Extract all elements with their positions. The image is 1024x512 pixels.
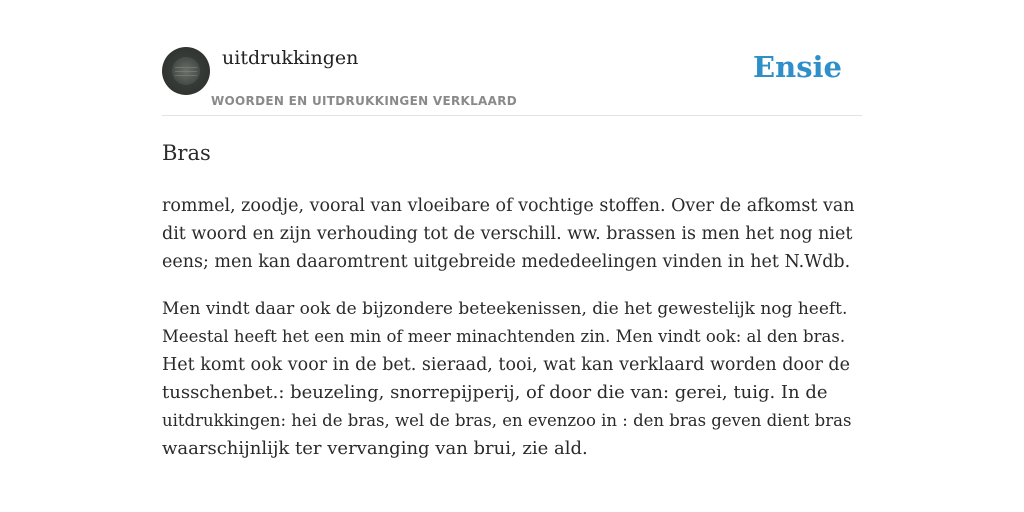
avatar-line: [175, 71, 197, 72]
avatar-line: [175, 67, 197, 68]
paragraph-line: dit woord en zijn verhouding tot de verschill. ww. brassen is men het nog niet: [162, 224, 853, 244]
paragraph-line: Het komt ook voor in de bet. sieraad, tooi, wat kan verklaard worden door de: [162, 355, 850, 375]
paragraph-line: Meestal heeft het een min of meer minachtenden zin. Men vindt ook: al den bras.: [162, 327, 846, 346]
paragraph-line: Men vindt daar ook de bijzondere beteekenissen, die het gewestelijk nog heeft.: [162, 299, 848, 319]
page-container: [162, 0, 862, 459]
paragraph-line: uitdrukkingen: hei de bras, wel de bras, en evenzoo in : den bras geven dient bras: [162, 411, 852, 430]
entry-paragraph-2: [162, 295, 862, 463]
paragraph-line: rommel, zoodje, vooral van vloeibare of vochtige stoffen. Over de afkomst van: [162, 196, 855, 216]
ensie-logo-link[interactable]: Ensie: [753, 50, 842, 84]
avatar-line: [175, 75, 197, 76]
site-tagline: WOORDEN EN UITDRUKKINGEN VERKLAARD: [211, 94, 518, 108]
site-name-link[interactable]: uitdrukkingen: [222, 47, 359, 69]
paragraph-line: eens; men kan daaromtrent uitgebreide mededeelingen vinden in het N.Wdb.: [162, 252, 851, 272]
site-header: [162, 0, 862, 116]
book-cover-avatar-icon[interactable]: [162, 47, 210, 95]
paragraph-line: tusschenbet.: beuzeling, snorrepijperij, of door die van: gerei, tuig. In de: [162, 382, 828, 403]
paragraph-line: waarschijnlijk ter vervanging van brui, zie ald.: [162, 438, 588, 459]
entry-paragraph-1: [162, 192, 862, 276]
entry-title: Bras: [162, 141, 211, 165]
